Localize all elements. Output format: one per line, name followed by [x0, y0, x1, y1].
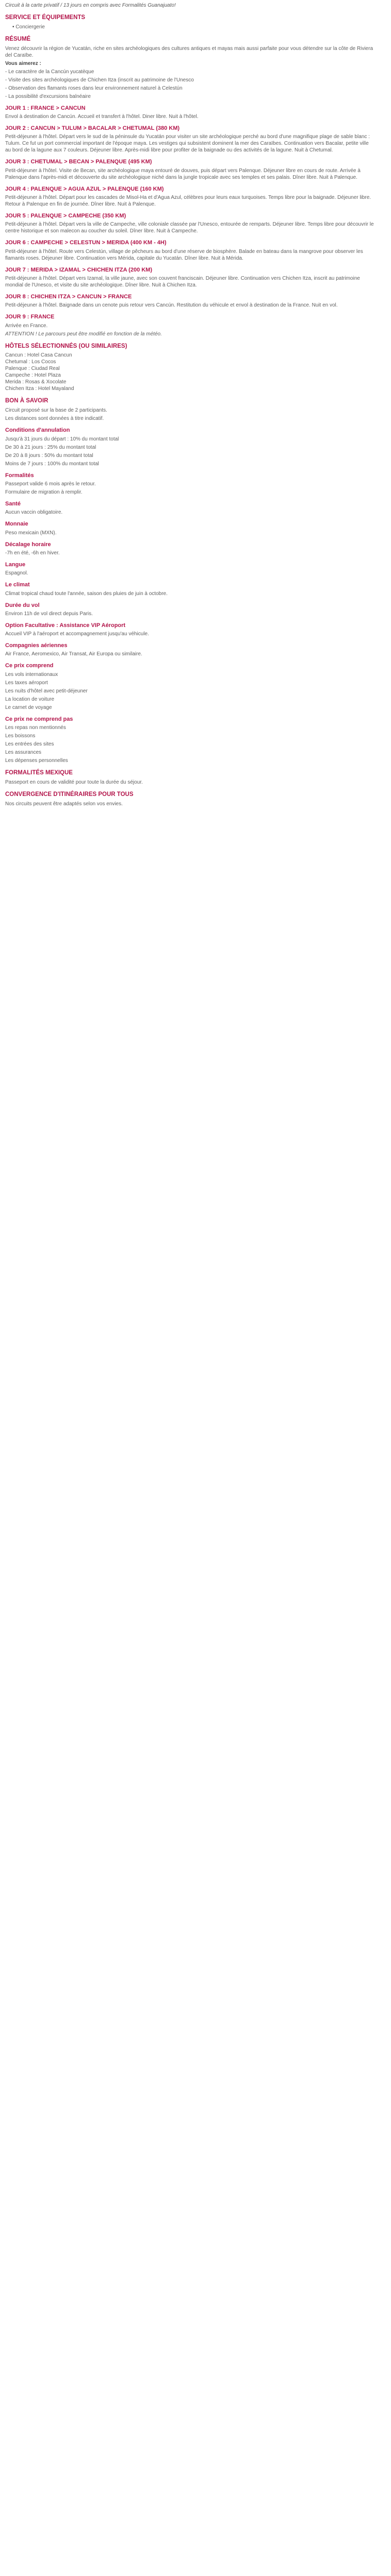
day-text: Petit-déjeuner à l'hôtel. Route vers Celestún, village de pêcheurs au bord d'une réserve de biosphère. Balade en bateau dans la mangrove pour observer les flamants roses. Déjeuner libre. Continuation vers Mérida, capitale du Yucatán. Dîner libre. Nuit à Mérida.	[5, 248, 363, 261]
decalage-text: -7h en été, -6h en hiver.	[5, 550, 60, 556]
option-text: Accueil VIP à l'aéroport et accompagnement jusqu'au véhicule.	[5, 631, 149, 637]
hotel-item: Chichen Itza : Hotel Mayaland	[5, 386, 74, 392]
comprend-heading: Ce prix comprend	[5, 663, 54, 669]
day-text: Envol à destination de Cancún. Accueil et transfert à l'hôtel. Diner libre. Nuit à l'hôtel.	[5, 114, 199, 120]
day-text: Petit-déjeuner à l'hôtel. Départ vers Izamal, la ville jaune, avec son couvent franciscain. Déjeuner libre. Continuation vers Chichen Itza, inscrit au patrimoine mondial de l'Unesco, et visite du site archéologique. Dîner libre. Nuit à Chichen Itza.	[5, 275, 360, 288]
duree-heading: Durée du vol	[5, 602, 40, 608]
hotel-item: Merida : Rosas & Xocolate	[5, 379, 67, 385]
comprend-item: Les nuits d'hôtel avec petit-déjeuner	[5, 688, 88, 694]
compagnies-text: Air France, Aeromexico, Air Transat, Air Europa ou similaire.	[5, 651, 142, 657]
formalites-heading: Formalités	[5, 472, 34, 479]
hotel-item: Palenque : Ciudad Real	[5, 366, 60, 372]
point-item: - Visite des sites archéologiques de Chichen Itza (inscrit au patrimoine de l'Unesco	[5, 77, 194, 83]
nec-item: Les repas non mentionnés	[5, 724, 66, 731]
bav-item: Les distances sont données à titre indicatif.	[5, 416, 104, 422]
condition-item: Moins de 7 jours : 100% du montant total	[5, 461, 99, 467]
sante-text: Aucun vaccin obligatoire.	[5, 510, 63, 516]
hotels-heading: HÔTELS SÉLECTIONNÉS (OU SIMILAIRES)	[5, 343, 127, 349]
point-item: - Le caractère de la Cancún yucatèque	[5, 69, 94, 75]
condition-item: De 30 à 21 jours : 25% du montant total	[5, 444, 96, 450]
climat-text: Climat tropical chaud toute l'année, saison des pluies de juin à octobre.	[5, 590, 168, 597]
nec-item: Les boissons	[5, 733, 36, 739]
day-text: Petit-déjeuner à l'hôtel. Départ vers la ville de Campeche, ville coloniale classée par l'Unesco, entourée de remparts. Déjeuner libre. Temps libre pour découvrir le centre historique et son malecon au coucher du soleil. Dîner libre. Nuit à Campeche.	[5, 222, 374, 234]
day-title: JOUR 7 : MERIDA > IZAMAL > CHICHEN ITZA (200 KM)	[5, 266, 153, 273]
point-item: - La possibilité d'excursions balnéaire	[5, 93, 91, 99]
resume-heading: RÉSUMÉ	[5, 36, 31, 42]
day-title: JOUR 9 : FRANCE	[5, 314, 55, 320]
day-text: Petit-déjeuner à l'hôtel. Visite de Becan, site archéologique maya entouré de douves, puis départ vers Palenque. Déjeuner libre en cours de route. Arrivée à Palenque dans l'après-midi et découverte du site archéologique niché dans la jungle tropicale avec ses temples et ses palais. Dîner libre. Nuit à Palenque.	[5, 167, 361, 180]
day-title: JOUR 6 : CAMPECHE > CELESTUN > MERIDA (400 KM - 4H)	[5, 240, 167, 246]
bon-a-savoir-heading: BON À SAVOIR	[5, 398, 48, 404]
day-text: Petit-déjeuner à l'hôtel. Départ vers le sud de la péninsule du Yucatán pour visiter un site archéologique perché au bord d'une magnifique plage de sable blanc : Tulum. Ce fut un port commercial important de l'époque maya. Les vestiges qui subsistent dominent la mer des Caraïbes. Continuation vers Bacalar, petite ville au bord de la lagune aux 7 couleurs. Déjeuner libre. Après-midi libre pour profiter de la baignade ou des activités de la lagune. Nuit à Chetumal.	[5, 134, 370, 154]
formalites-mexique-heading: FORMALITÉS MEXIQUE	[5, 769, 73, 776]
formalites-mexique-text: Passeport en cours de validité pour toute la durée du séjour.	[5, 779, 143, 785]
day-title: JOUR 8 : CHICHEN ITZA > CANCUN > FRANCE	[5, 293, 132, 300]
hotels-list	[5, 352, 376, 392]
day-title: JOUR 3 : CHETUMAL > BECAN > PALENQUE (495 KM)	[5, 159, 152, 165]
condition-item: De 20 à 8 jours : 50% du montant total	[5, 452, 93, 459]
day-title: JOUR 2 : CANCUN > TULUM > BACALAR > CHETUMAL (380 KM)	[5, 125, 180, 132]
itinerary	[5, 105, 376, 329]
intro-text: Circuit à la carte privatif / 13 jours en compris avec Formalités Guanajuato!	[5, 3, 176, 8]
climat-heading: Le climat	[5, 582, 30, 588]
nec-item: Les entrées des sites	[5, 741, 54, 747]
day-title: JOUR 1 : FRANCE > CANCUN	[5, 105, 86, 111]
condition-item: Jusqu'à 31 jours du départ : 10% du montant total	[5, 436, 119, 442]
day-title: JOUR 5 : PALENQUE > CAMPECHE (350 KM)	[5, 213, 126, 219]
sante-heading: Santé	[5, 501, 21, 507]
formalite-item: Passeport valide 6 mois après le retour.	[5, 481, 96, 487]
nec-item: Les dépenses personnelles	[5, 757, 68, 764]
day-title: JOUR 4 : PALENQUE > AGUA AZUL > PALENQUE (160 KM)	[5, 185, 164, 192]
conditions-heading: Conditions d'annulation	[5, 427, 70, 434]
services-list	[12, 24, 376, 30]
convergence-heading: CONVERGENCE D'ITINÉRAIRES POUR TOUS	[5, 791, 134, 798]
comprend-item: La location de voiture	[5, 696, 55, 702]
service-item: • Conciergerie	[12, 24, 376, 30]
ne-comprend-pas-heading: Ce prix ne comprend pas	[5, 716, 73, 722]
comprend-item: Le carnet de voyage	[5, 704, 52, 710]
services-heading: SERVICE ET ÉQUIPEMENTS	[5, 14, 86, 21]
option-heading: Option Facultative : Assistance VIP Aéroport	[5, 622, 126, 629]
day-text: Petit-déjeuner à l'hôtel. Départ pour les cascades de Misol-Ha et d'Agua Azul, célèbres pour leurs eaux turquoises. Temps libre pour la baignade. Déjeuner libre. Retour à Palenque en fin de journée. Dîner libre. Nuit à Palenque.	[5, 195, 371, 208]
point-item: - Observation des flamants roses dans leur environnement naturel à Celestún	[5, 85, 183, 91]
monnaie-heading: Monnaie	[5, 521, 28, 528]
hotel-item: Cancun : Hotel Casa Cancun	[5, 352, 72, 359]
attention-note: ATTENTION ! Le parcours peut être modifié en fonction de la météo.	[5, 331, 162, 337]
decalage-heading: Décalage horaire	[5, 541, 51, 548]
resume-text: Venez découvrir la région de Yucatán, riche en sites archéologiques des cultures antiques et mayas mais aussi parfaite pour vous détendre sur la côte de Riviera del Caraïbe.	[5, 45, 373, 58]
points-heading: Vous aimerez :	[5, 60, 41, 66]
convergence-text: Nos circuits peuvent être adaptés selon vos envies.	[5, 801, 123, 807]
hotel-item: Campeche : Hotel Plaza	[5, 372, 61, 379]
compagnies-heading: Compagnies aériennes	[5, 642, 68, 649]
monnaie-text: Peso mexicain (MXN).	[5, 530, 57, 536]
comprend-item: Les taxes aéroport	[5, 680, 48, 686]
hotel-item: Chetumal : Los Cocos	[5, 359, 56, 365]
duree-text: Environ 11h de vol direct depuis Paris.	[5, 611, 93, 617]
langue-text: Espagnol.	[5, 570, 28, 577]
day-text: Arrivée en France.	[5, 323, 48, 329]
comprend-item: Les vols internationaux	[5, 671, 58, 677]
day-text: Petit-déjeuner à l'hôtel. Baignade dans un cenote puis retour vers Cancún. Restitution du véhicule et envol à destination de la France. Nuit en vol.	[5, 302, 338, 309]
nec-item: Les assurances	[5, 749, 42, 755]
formalite-item: Formulaire de migration à remplir.	[5, 489, 83, 496]
bav-item: Circuit proposé sur la base de 2 participants.	[5, 408, 107, 414]
langue-heading: Langue	[5, 561, 26, 568]
